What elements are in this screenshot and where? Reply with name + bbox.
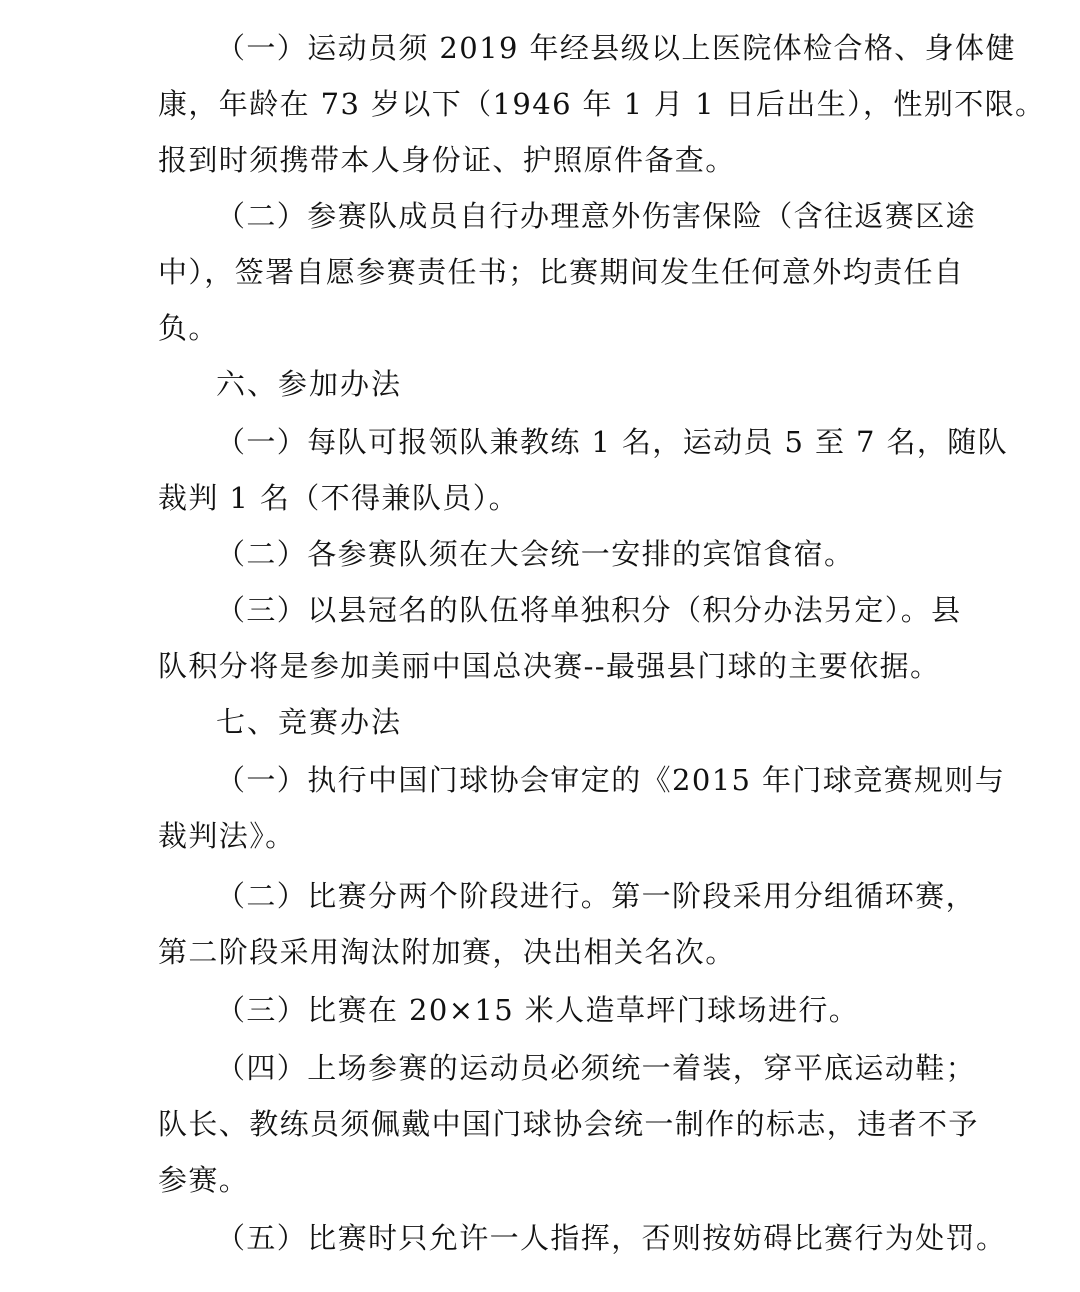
text-line-19: （四）上场参赛的运动员必须统一着装，穿平底运动鞋； (216, 1051, 977, 1085)
text-line-2: 康，年龄在 73 岁以下（1946 年 1 月 1 日后出生），性别不限。 (158, 87, 1046, 121)
text-line-5: 中），签署自愿参赛责任书；比赛期间发生任何意外均责任自 (158, 255, 965, 289)
text-line-21: 参赛。 (158, 1163, 250, 1197)
text-line-17: 第二阶段采用淘汰附加赛，决出相关名次。 (158, 935, 736, 969)
text-line-16: （二）比赛分两个阶段进行。第一阶段采用分组循环赛， (216, 879, 977, 913)
text-line-12: 队积分将是参加美丽中国总决赛--最强县门球的主要依据。 (158, 649, 941, 683)
text-line-8: （一）每队可报领队兼教练 1 名，运动员 5 至 7 名，随队 (216, 425, 1009, 459)
text-line-11: （三）以县冠名的队伍将单独积分（积分办法另定）。县 (216, 593, 962, 627)
text-line-4: （二）参赛队成员自行办理意外伤害保险（含往返赛区途 (216, 199, 977, 233)
text-line-20: 队长、教练员须佩戴中国门球协会统一制作的标志，违者不予 (158, 1107, 979, 1141)
text-line-1: （一）运动员须 2019 年经县级以上医院体检合格、身体健 (216, 31, 1016, 65)
section-heading-7: 七、竞赛办法 (216, 705, 403, 739)
text-line-14: （一）执行中国门球协会审定的《2015 年门球竞赛规则与 (216, 763, 1006, 797)
section-heading-6: 六、参加办法 (216, 367, 403, 401)
text-line-3: 报到时须携带本人身份证、护照原件备查。 (158, 143, 736, 177)
text-line-10: （二）各参赛队须在大会统一安排的宾馆食宿。 (216, 537, 855, 571)
text-line-9: 裁判 1 名（不得兼队员）。 (158, 481, 519, 515)
text-line-15: 裁判法》。 (158, 819, 296, 853)
text-line-22: （五）比赛时只允许一人指挥，否则按妨碍比赛行为处罚。 (216, 1221, 1007, 1255)
text-line-18: （三）比赛在 20×15 米人造草坪门球场进行。 (216, 993, 860, 1027)
text-line-6: 负。 (158, 311, 219, 345)
